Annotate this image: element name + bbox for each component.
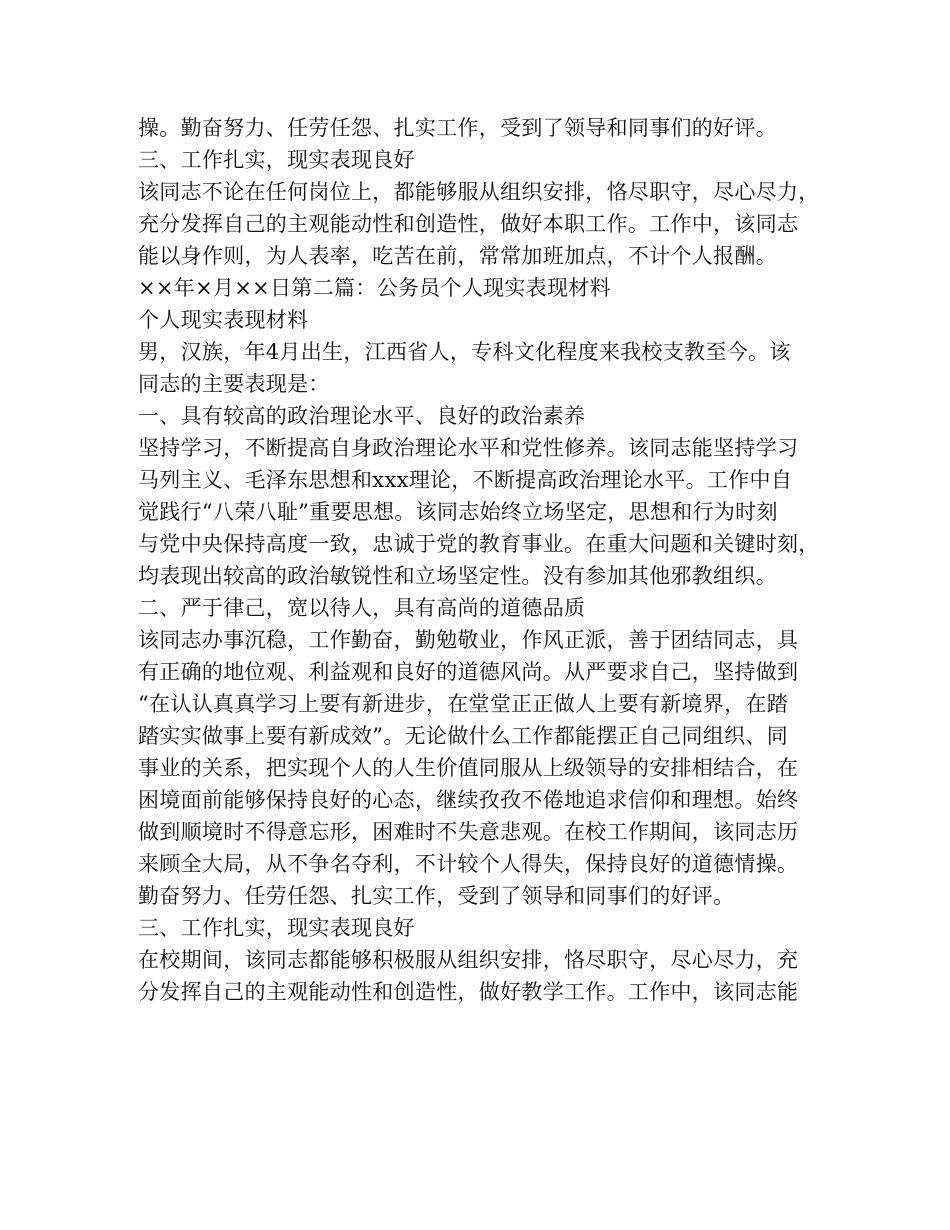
document-title: 个人现实表现材料 — [138, 308, 309, 332]
text-line: 均表现出较高的政治敏锐性和立场坚定性。没有参加其他邪教组织。 — [138, 564, 777, 588]
document-body — [138, 112, 828, 1008]
text-line: 有正确的地位观、利益观和良好的道德风尚。从严要求自己，坚持做到 — [138, 660, 799, 684]
text-line: 同志的主要表现是： — [138, 372, 330, 396]
text-line: 该同志办事沉稳，工作勤奋，勤勉敬业，作风正派，善于团结同志，具 — [138, 628, 799, 652]
text-line: 马列主义、毛泽东思想和xxx理论，不断提高政治理论水平。工作中自 — [138, 468, 793, 492]
text-line: 坚持学习，不断提高自身政治理论水平和党性修养。该同志能坚持学习 — [138, 436, 799, 460]
section-heading: 三、工作扎实，现实表现良好 — [138, 148, 415, 172]
text-line: 做到顺境时不得意忘形，困难时不失意悲观。在校工作期间，该同志历 — [138, 820, 799, 844]
text-line: 分发挥自己的主观能动性和创造性，做好教学工作。工作中，该同志能 — [138, 980, 799, 1004]
section-heading: 二、严于律己，宽以待人，具有高尚的道德品质 — [138, 596, 586, 620]
text-line: 男，汉族，年4月出生，江西省人，专科文化程度来我校支教至今。该 — [138, 340, 791, 364]
text-line: 勤奋努力、任劳任怨、扎实工作，受到了领导和同事们的好评。 — [138, 884, 735, 908]
text-line: 充分发挥自己的主观能动性和创造性，做好本职工作。工作中，该同志 — [138, 212, 799, 236]
text-line: 该同志不论在任何岗位上，都能够服从组织安排，恪尽职守，尽心尽力， — [138, 180, 820, 204]
text-line: 来顾全大局，从不争名夺利，不计较个人得失，保持良好的道德情操。 — [138, 852, 799, 876]
text-line: 困境面前能够保持良好的心态，继续孜孜不倦地追求信仰和理想。始终 — [138, 788, 799, 812]
section-heading: 一、具有较高的政治理论水平、良好的政治素养 — [138, 404, 586, 428]
text-line: 操。勤奋努力、任劳任怨、扎实工作，受到了领导和同事们的好评。 — [138, 116, 777, 140]
text-line: 事业的关系，把实现个人的人生价值同服从上级领导的安排相结合，在 — [138, 756, 799, 780]
text-line: 与党中央保持高度一致，忠诚于党的教育事业。在重大问题和关键时刻， — [138, 532, 820, 556]
text-line: 踏实实做事上要有新成效”。无论做什么工作都能摆正自己同组织、同 — [138, 724, 789, 748]
text-line: 在校期间，该同志都能够积极服从组织安排，恪尽职守，尽心尽力，充 — [138, 948, 799, 972]
text-line: “在认认真真学习上要有新进步，在堂堂正正做人上要有新境界，在踏 — [138, 692, 789, 716]
text-line: 能以身作则，为人表率，吃苦在前，常常加班加点，不计个人报酬。 — [138, 244, 777, 268]
section-heading: 三、工作扎实，现实表现良好 — [138, 916, 415, 940]
text-line: 觉践行“八荣八耻”重要思想。该同志始终立场坚定，思想和行为时刻 — [138, 500, 778, 524]
date-and-chapter-title: ××年×月××日第二篇：公务员个人现实表现材料 — [138, 276, 611, 300]
